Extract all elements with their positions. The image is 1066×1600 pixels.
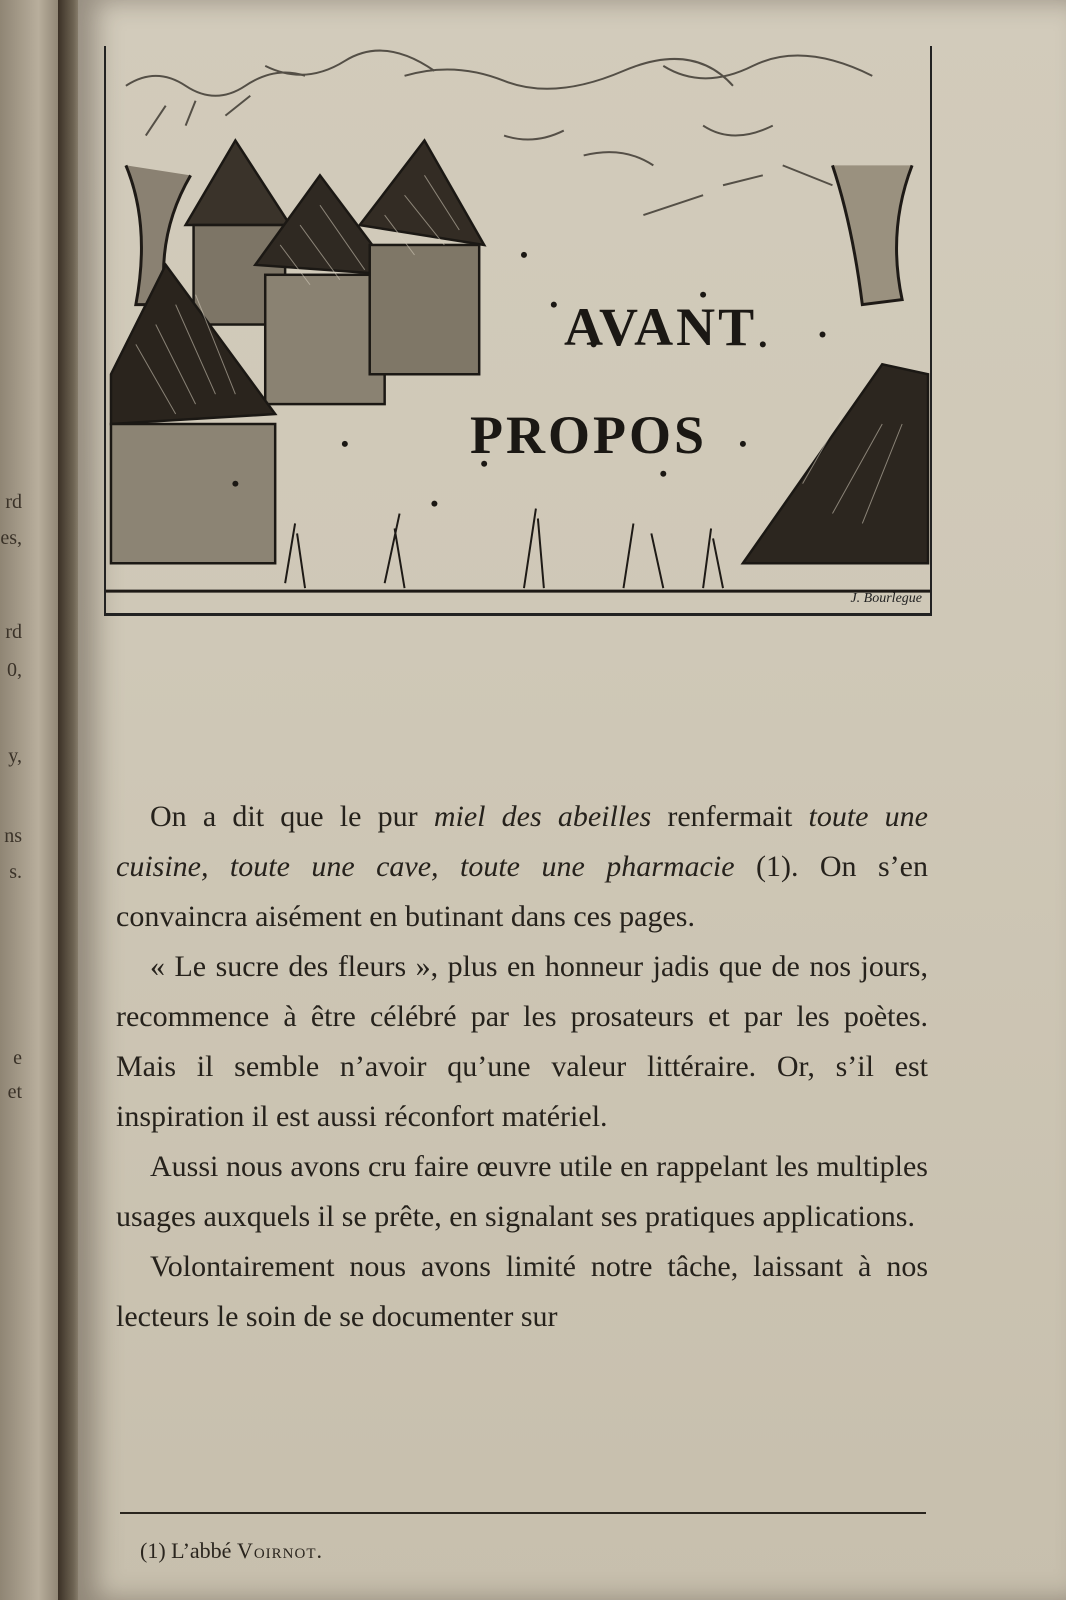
previous-page-fragment: y, [8,745,22,767]
header-illustration [104,46,932,616]
paragraph-1: On a dit que le pur miel des abeilles renfermait toute une cuisine, toute une cave, toute une pharmacie (1). On s’en convaincra aisément en butinant dans ces pages. [116,800,929,933]
footnote: (1) L’abbé Voirnot. [140,1538,323,1563]
previous-page-fragment: es, [0,527,22,549]
title-line-avant: AVANT [564,297,758,357]
title-line-propos: PROPOS [470,405,708,465]
previous-page-fragment: et [7,1081,22,1103]
paragraph-4: Volontairement nous avons limité notre tâche, laissant à nos lecteurs le soin de se documenter sur [116,1250,928,1333]
body-text [116,792,928,1342]
previous-page-fragment: e [13,1047,22,1069]
previous-page-fragment: rd [5,491,22,513]
previous-page-fragment: ns [4,825,22,847]
beehive-engraving [106,46,930,613]
artist-signature: J. Bourlegue [850,591,922,606]
previous-page-fragment: rd [5,621,22,643]
paragraph-3: Aussi nous avons cru faire œuvre utile en rappelant les multiples usages auxquels il se prête, en signalant ses pratiques applications. [116,1150,928,1233]
footnote-rule [120,1512,926,1514]
previous-page-fragment: 0, [7,659,22,681]
paragraph-2: « Le sucre des fleurs », plus en honneur jadis que de nos jours, recommence à être célébré par les prosateurs et par les poètes. Mais il semble n’avoir qu’une valeur littéraire. Or, s’il est inspiration il est aussi réconfort matériel. [116,950,928,1133]
book-page [78,0,1066,1600]
previous-page-fragment: s. [9,861,22,883]
